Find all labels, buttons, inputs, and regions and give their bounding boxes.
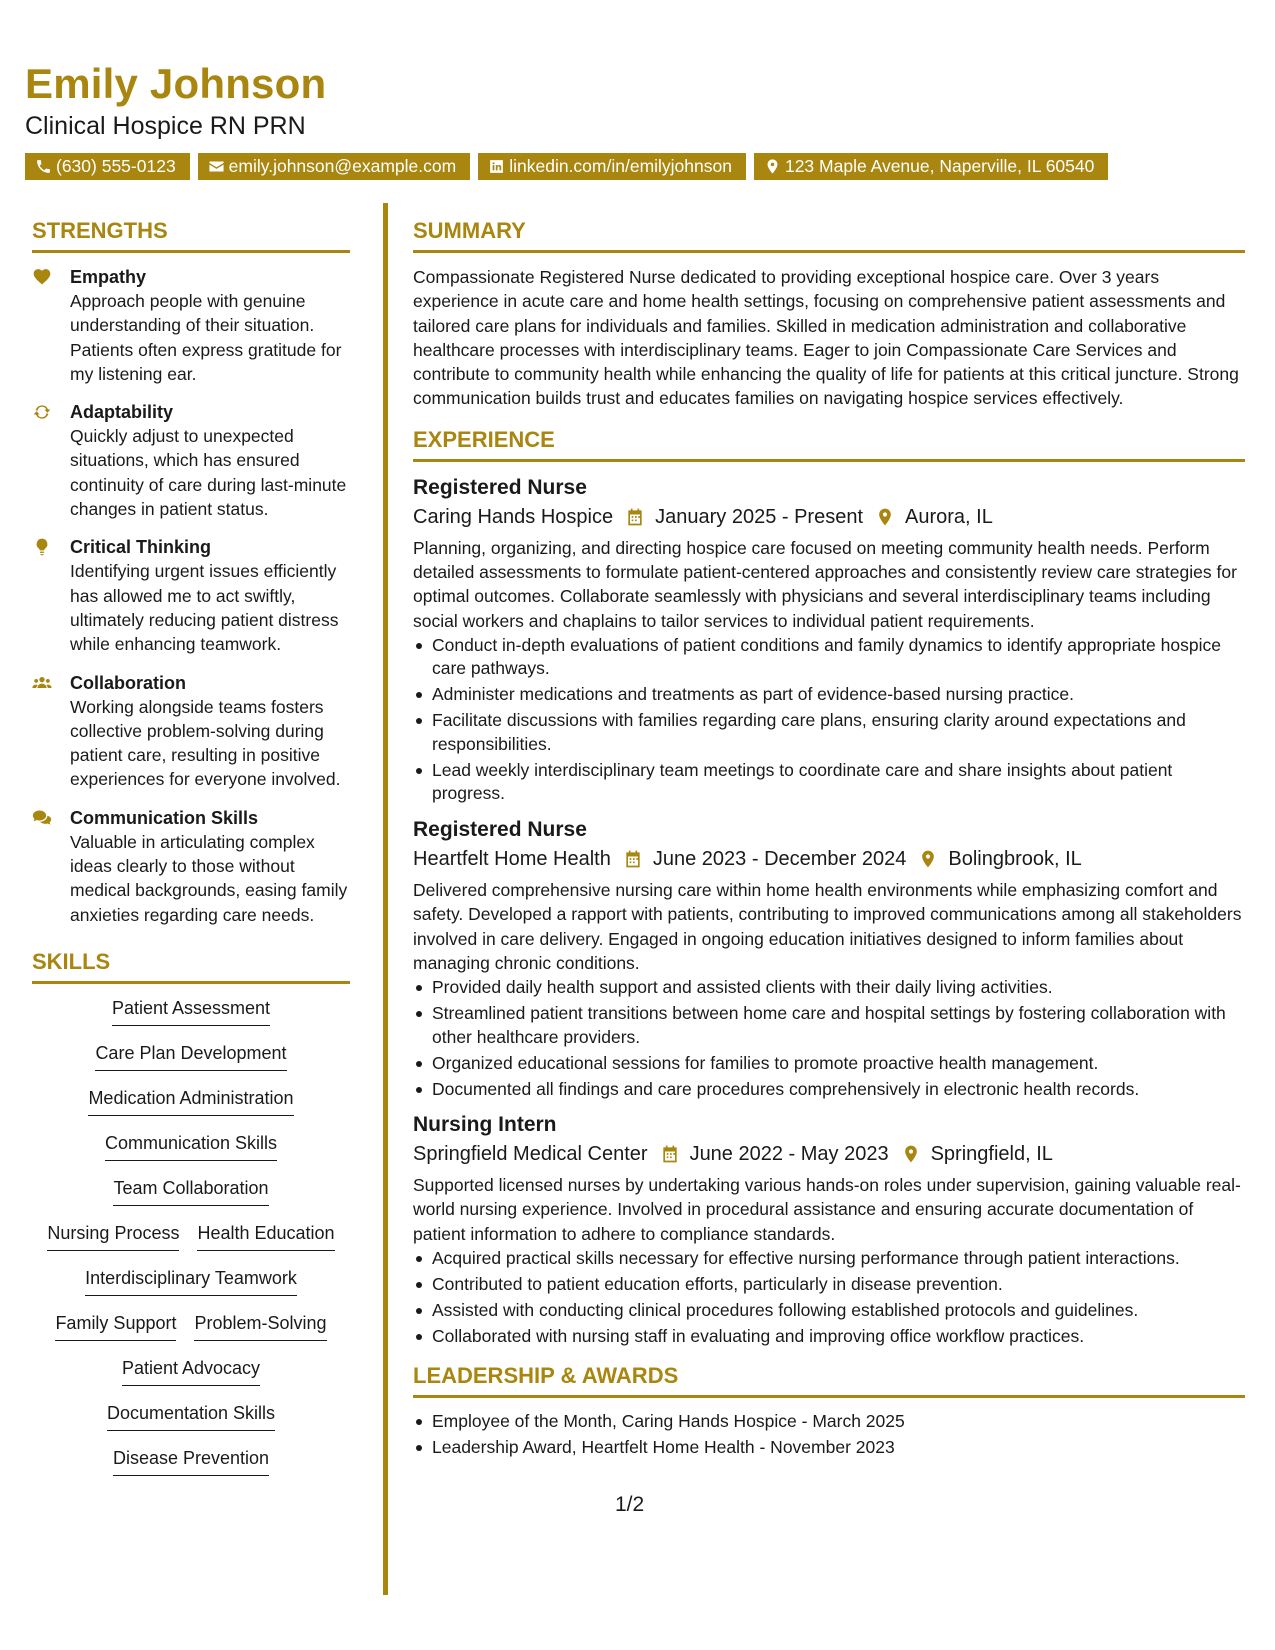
lightbulb-icon [32,537,52,557]
strength-desc: Quickly adjust to unexpected situations, which has ensured continuity of care during last-minute changes in patient status. [70,426,347,520]
job-bullets [413,976,1245,1101]
job-title: Clinical Hospice RN PRN [25,112,306,140]
right-column [413,218,1245,1462]
list-item: Provided daily health support and assisted clients with their daily living activities. [413,976,1245,1000]
strength-title: Empathy [70,267,147,287]
list-item: Facilitate discussions with families regarding care plans, ensuring clarity around expectations and responsibilities. [413,709,1245,756]
job-position: Nursing Intern [413,1113,557,1137]
job-entry [413,474,1245,806]
skill-tag: Problem-Solving [194,1311,326,1341]
summary-text: Compassionate Registered Nurse dedicated to providing exceptional hospice care. Over 3 years experience in acute care and home health settings, focusing on comprehensive patient assessments and tailored care plans for individuals and families. Skilled in medication administration and collaborative healthcare processes with interdisciplinary teams. Eager to join Compassionate Care Services and contribute to community health while enhancing the quality of life for patients at this critical juncture. Strong communication builds trust and educates families on navigating hospice services effectively. [413,267,1239,409]
list-item: Collaborated with nursing staff in evaluating and improving office workflow practices. [413,1325,1245,1349]
list-item: Conduct in-depth evaluations of patient conditions and family dynamics to identify appropriate hospice care pathways. [413,634,1245,681]
column-divider [383,203,388,1595]
calendar-icon [625,507,645,527]
strength-desc: Working alongside teams fosters collective problem-solving during patient care, resulting in positive experiences for everyone involved. [70,696,341,790]
skill-tag: Communication Skills [105,1131,277,1161]
job-entry [413,1111,1245,1348]
strength-title: Collaboration [70,672,186,693]
skill-tag: Team Collaboration [113,1176,268,1206]
skills-list [32,996,350,1491]
contact-phone[interactable] [25,153,190,180]
skill-tag: Family Support [55,1311,176,1341]
strength-title: Communication Skills [70,807,259,828]
strength-desc: Identifying urgent issues efficiently has allowed me to act swiftly, ultimately reducing patient distress while enhancing teamwork. [70,561,339,655]
summary-heading: SUMMARY [413,218,1245,253]
phone-text: (630) 555-0123 [56,156,176,176]
list-item: Acquired practical skills necessary for effective nursing performance through patient interactions. [413,1247,1245,1271]
strengths-heading: STRENGTHS [32,218,350,253]
candidate-name: Emily Johnson [25,60,327,107]
map-pin-icon [901,1144,921,1164]
strength-item [32,535,350,656]
list-item: Lead weekly interdisciplinary team meetings to coordinate care and share insights about patient progress. [413,759,1245,806]
map-pin-icon [918,849,938,869]
strength-item [32,671,350,792]
skill-tag: Care Plan Development [95,1041,286,1071]
list-item: Assisted with conducting clinical procedures following established protocols and guidelines. [413,1299,1245,1323]
job-dates: June 2022 - May 2023 [689,1143,889,1166]
job-location: Springfield, IL [930,1143,1053,1166]
skill-tag: Patient Advocacy [122,1356,260,1386]
skill-tag: Disease Prevention [113,1446,269,1476]
map-pin-icon [764,158,781,175]
job-dates: June 2023 - December 2024 [652,847,907,870]
contact-bar [25,153,1108,180]
skill-tag: Patient Assessment [112,996,270,1026]
comments-icon [32,808,52,828]
heart-icon [32,267,52,287]
job-description: Delivered comprehensive nursing care within home health environments while emphasizing comfort and safety. Developed a rapport with patients, contributing to improved communications among all stakeholders involved in care delivery. Engaged in ongoing education initiatives designed to inform families about managing chronic conditions. [413,879,1242,973]
job-position: Registered Nurse [413,817,587,841]
strength-desc: Approach people with genuine understanding of their situation. Patients often express gratitude for my listening ear. [70,291,342,384]
calendar-icon [623,849,643,869]
job-description: Planning, organizing, and directing hospice care focused on meeting community health needs. Perform detailed assessments to formulate patient-centered approaches and consistently review care strategies for optimal outcomes. Collaborate seamlessly with physicians and several interdisciplinary teams including social workers and chaplains to tailor services to individual patient requirements. [413,537,1237,631]
contact-linkedin[interactable] [478,153,746,180]
linkedin-text: linkedin.com/in/emilyjohnson [509,156,732,176]
skill-tag: Interdisciplinary Teamwork [85,1266,297,1296]
skills-heading: SKILLS [32,949,350,984]
job-dates: January 2025 - Present [655,505,864,528]
list-item: Organized educational sessions for families to promote proactive health management. [413,1052,1245,1076]
left-column [32,218,350,1491]
job-meta [413,502,1245,532]
list-item: Documented all findings and care procedures comprehensively in electronic health records. [413,1078,1245,1102]
users-icon [32,673,52,693]
strength-item [32,265,350,386]
skill-tag: Medication Administration [88,1086,293,1116]
job-company: Caring Hands Hospice [413,505,614,528]
job-meta [413,844,1245,874]
skill-tag: Documentation Skills [107,1401,275,1431]
awards-list [413,1410,1245,1460]
skill-tag: Nursing Process [47,1221,179,1251]
list-item: Employee of the Month, Caring Hands Hospice - March 2025 [413,1410,1245,1434]
job-location: Bolingbrook, IL [948,847,1082,870]
email-text: emily.johnson@example.com [228,156,457,176]
skill-tag: Health Education [197,1221,334,1251]
address-text: 123 Maple Avenue, Naperville, IL 60540 [784,156,1095,176]
job-location: Aurora, IL [905,505,993,528]
page-number: 1/2 [615,1493,645,1516]
job-company: Heartfelt Home Health [413,847,611,870]
strength-item [32,806,350,927]
sync-icon [32,402,52,422]
job-meta [413,1139,1245,1169]
contact-email[interactable] [198,153,471,180]
contact-address [754,153,1108,180]
job-entry [413,816,1245,1101]
list-item: Streamlined patient transitions between home care and hospital settings by fostering collaboration with other healthcare providers. [413,1002,1245,1049]
envelope-icon [208,158,225,175]
strength-item [32,400,350,521]
list-item: Leadership Award, Heartfelt Home Health - November 2023 [413,1436,1245,1460]
job-bullets [413,634,1245,806]
job-position: Registered Nurse [413,475,587,499]
job-company: Springfield Medical Center [413,1143,648,1166]
list-item: Contributed to patient education efforts, particularly in disease prevention. [413,1273,1245,1297]
experience-heading: EXPERIENCE [413,427,1245,462]
linkedin-icon [488,158,505,175]
map-pin-icon [875,507,895,527]
calendar-icon [660,1144,680,1164]
job-description: Supported licensed nurses by undertaking various hands-on roles under supervision, gaining valuable real-world nursing experience. Involved in procedural assistance and ensuring accurate documentation of patient information to adhere to compliance standards. [413,1175,1241,1244]
awards-heading: LEADERSHIP & AWARDS [413,1363,1245,1398]
strength-title: Critical Thinking [70,537,212,558]
list-item: Administer medications and treatments as part of evidence-based nursing practice. [413,683,1245,707]
job-bullets [413,1247,1245,1349]
strength-desc: Valuable in articulating complex ideas clearly to those without medical backgrounds, easing family anxieties regarding care needs. [70,831,348,925]
phone-icon [35,158,52,175]
strength-title: Adaptability [70,402,174,423]
